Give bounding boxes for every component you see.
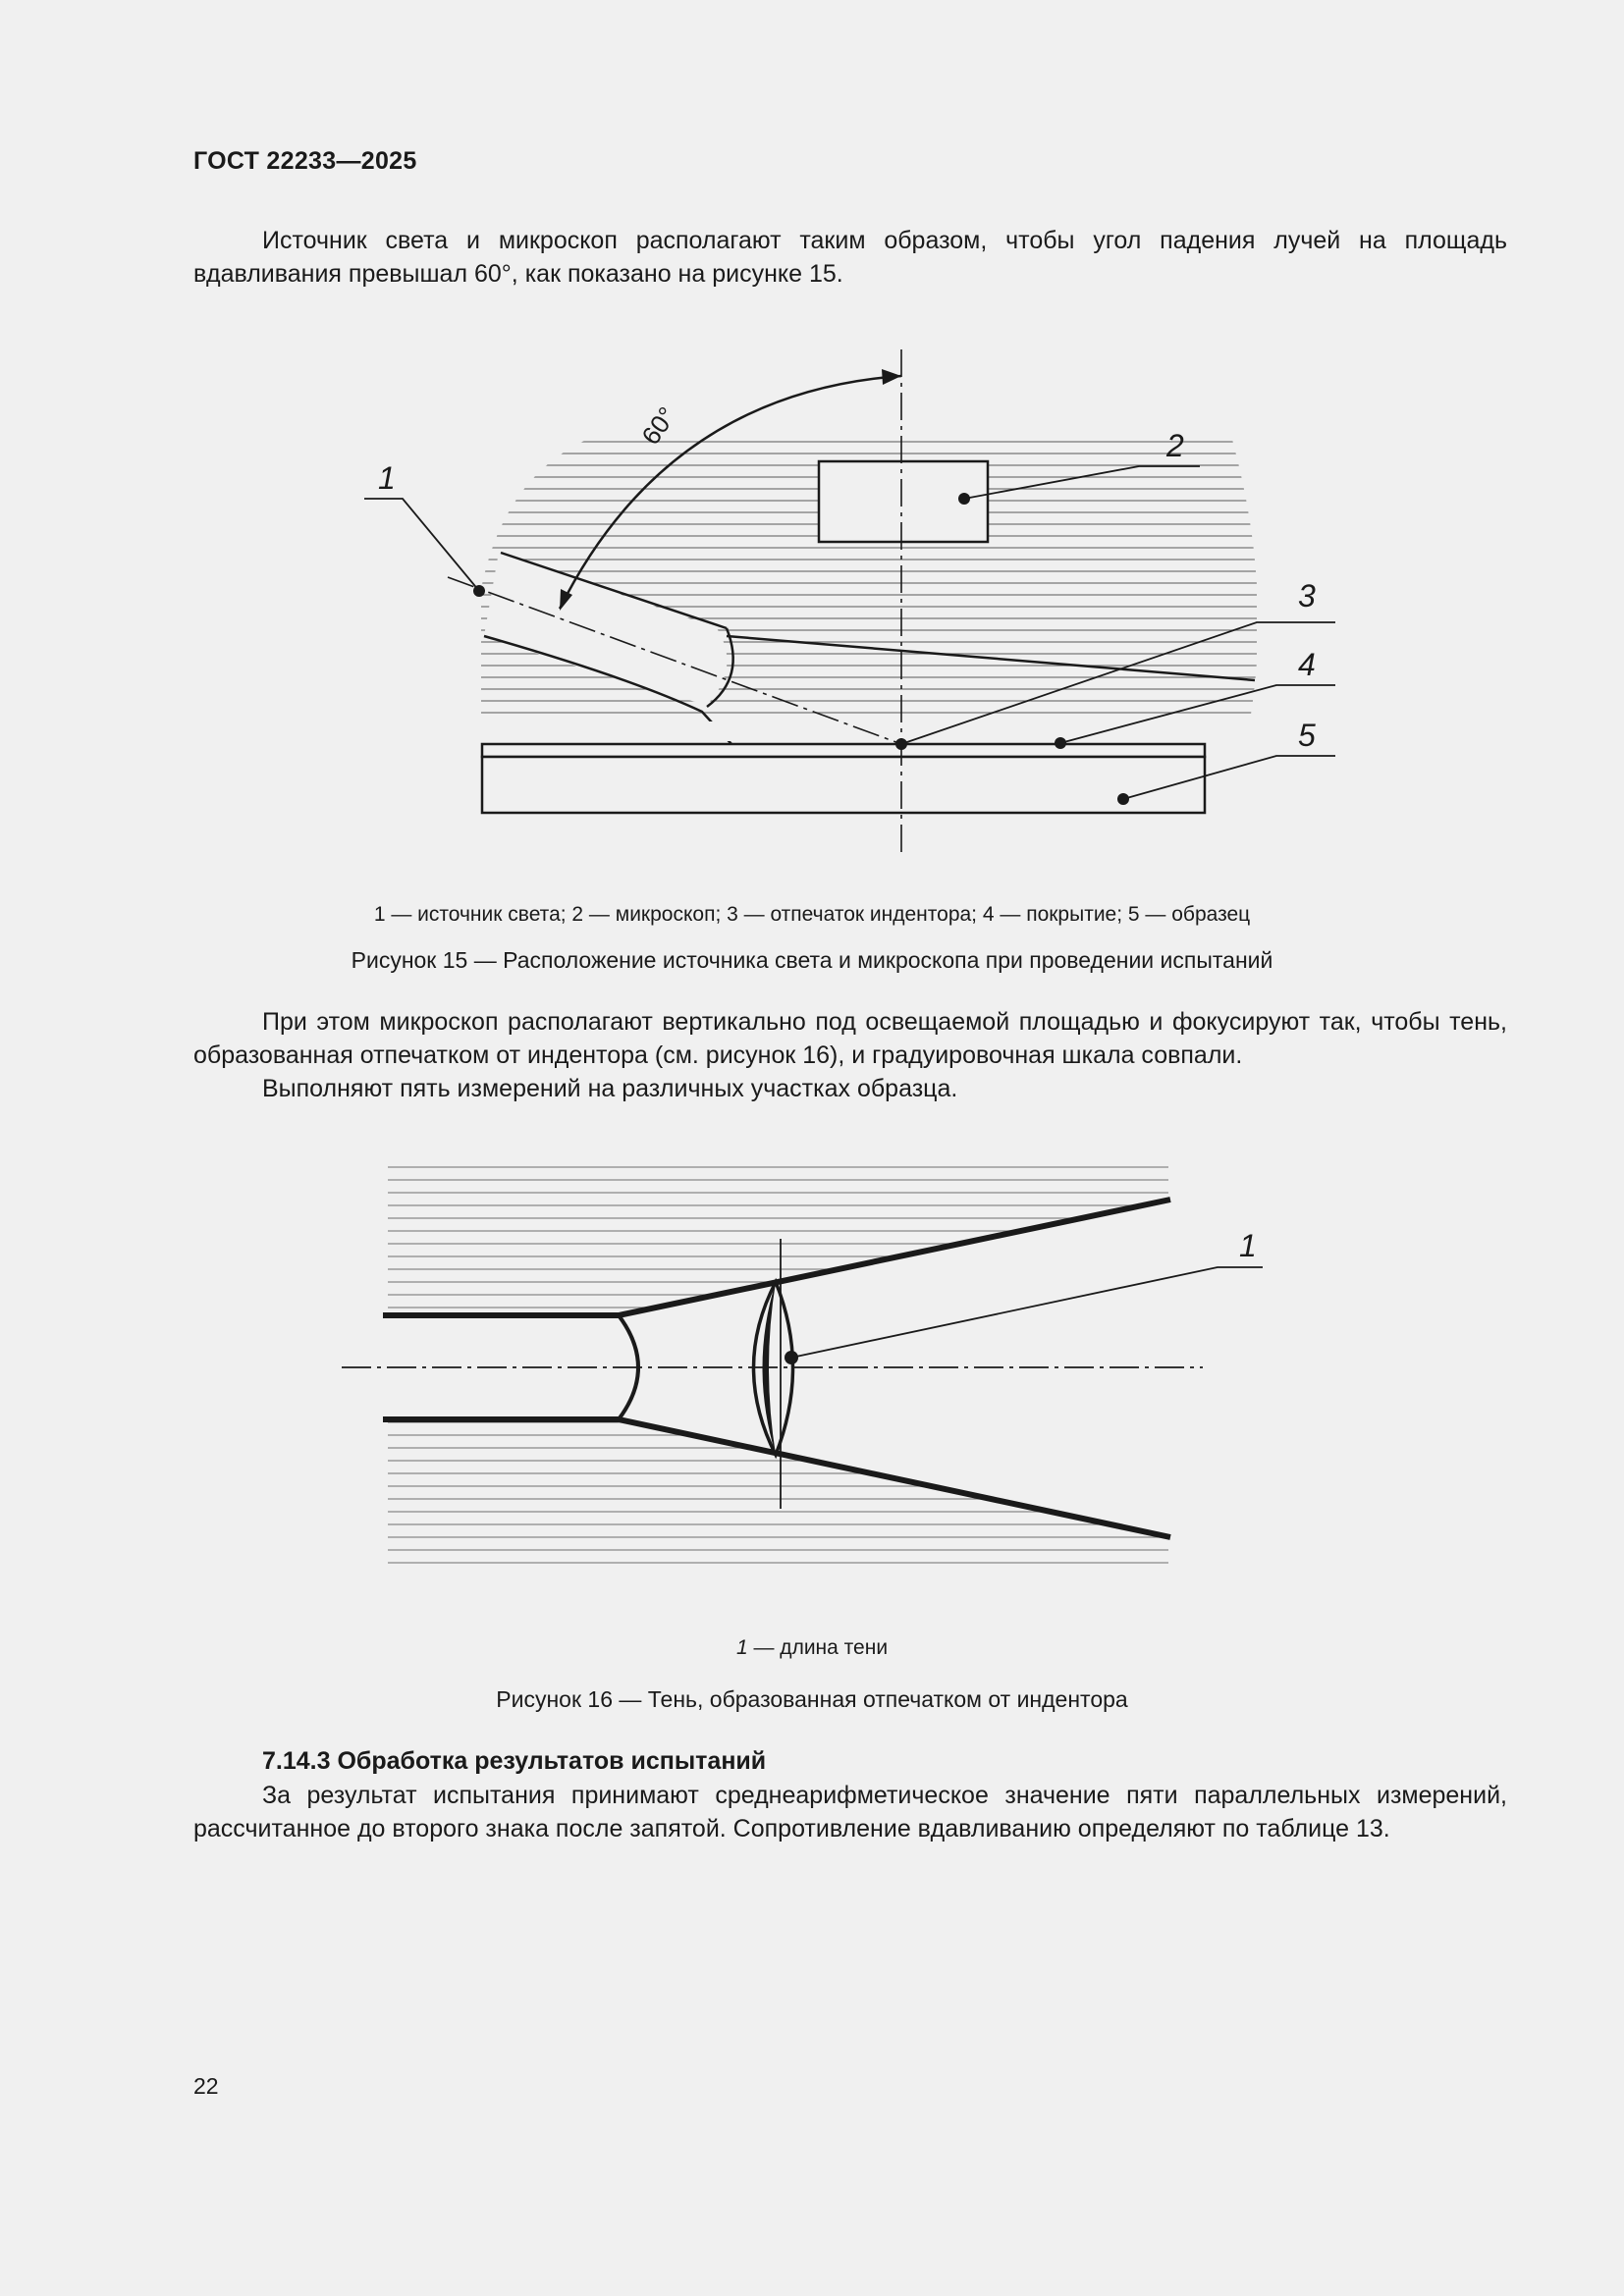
paragraph-2: При этом микроскоп располагают вертикально под освещаемой площадью и фокусируют так, чтобы тень, образованная отпечатком от индентора (см. рисунок 16), и градуировочная шкала совпали. <box>193 1008 1507 1069</box>
page-number: 22 <box>193 2073 219 2099</box>
callout-2: 2 <box>1166 428 1184 463</box>
paragraph-1: Источник света и микроскоп располагают таким образом, чтобы угол падения лучей на площадь вдавливания превышал 60°, как показано на рисунке 15. <box>193 227 1507 288</box>
angle-label: 60° <box>635 401 682 451</box>
section-heading: 7.14.3 Обработка результатов испытаний <box>262 1747 767 1775</box>
callout-3: 3 <box>1298 578 1316 614</box>
paragraph-3: Выполняют пять измерений на различных участках образца. <box>262 1075 958 1102</box>
callout-16-1: 1 <box>1239 1228 1257 1263</box>
figure-16-caption: Рисунок 16 — Тень, образованная отпечатком от индентора <box>496 1686 1128 1712</box>
document-header: ГОСТ 22233—2025 <box>193 147 417 175</box>
figure-15-caption: Рисунок 15 — Расположение источника света и микроскопа при проведении испытаний <box>351 947 1273 973</box>
callout-5: 5 <box>1298 718 1316 753</box>
callout-4: 4 <box>1298 647 1316 682</box>
callout-1: 1 <box>378 460 396 496</box>
figure-16-legend: 1 — длина тени <box>735 1636 889 1659</box>
paragraph-4: За результат испытания принимают среднеарифметическое значение пяти параллельных измерений, рассчитанное до второго знака после запятой. Сопротивление вдавливанию определяют по таблице 13. <box>193 1782 1507 1842</box>
figure-15-legend: 1 — источник света; 2 — микроскоп; 3 — отпечаток индентора; 4 — покрытие; 5 — образец <box>373 903 1251 926</box>
